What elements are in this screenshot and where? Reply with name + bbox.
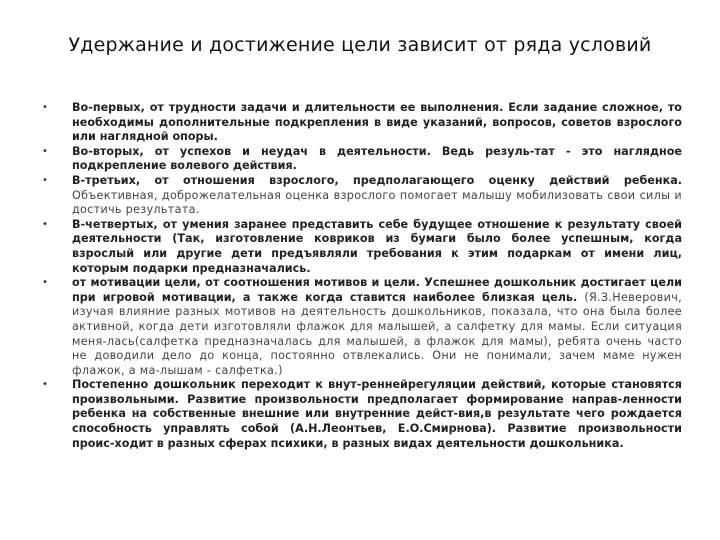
bullet-text: Постепенно дошкольник переходит к внут-реннейрегуляции действий, которые становятся произвольными. Развитие произвольности предполагает формирование направ-ленности ребенка на собственные внешние или внутренние дейст-вия,в результате чего рождается способность управлять собой (А.Н.Леонтьев, Е.О.Смирнова). Развитие произвольности проис-ходит в разных сферах психики, в разных видах деятельности дошкольника. — [72, 378, 682, 450]
bullet-icon: • — [42, 102, 48, 113]
bullet-text-normal: Объективная, доброжелательная оценка взрослого помогает малышу мобилизовать свои силы и достичь результата. — [72, 188, 682, 217]
bullet-text: В-третьих, от отношения взрослого, предполагающего оценку действий ребенка. — [72, 173, 682, 187]
slide-title: Удержание и достижение цели зависит от ряда условий — [68, 34, 652, 56]
bullet-item-5 — [42, 276, 682, 378]
bullet-icon: • — [42, 145, 48, 157]
bullet-list — [42, 101, 682, 451]
bullet-icon: • — [42, 277, 48, 289]
bullet-icon: • — [42, 174, 48, 186]
bullet-item-4 — [42, 218, 682, 276]
bullet-item-6 — [42, 378, 682, 451]
bullet-item-3 — [42, 174, 682, 218]
bullet-item-2 — [42, 145, 682, 174]
bullet-text: В-четвертых, от умения заранее представить себе будущее отношение к результату своей деятельности (Так, изготовление ковриков из бумаги было более успешным, когда взрослый или другие дети предъявляли требования к этим подаркам от имени лиц, которым подарки предназначались. — [72, 217, 682, 275]
bullet-item-1 — [42, 101, 682, 145]
bullet-text: от мотивации цели, от соотношения мотивов и цели. Успешнее дошкольник достигает цели при игровой мотивации, а также когда ставится наиболее близкая цель. — [72, 276, 682, 304]
bullet-text-normal: (Я.З.Неверович, изучая влияние разных мотивов на деятельность дошкольников, показала, что она была более активной, когда дети изготовляли флажок для малышей, а салфетку для мамы. Если ситуация меня-лась(салфетка предназначалась для малышей, а флажок для мамы), ребята очень часто не доводили дело до конца, постоянно отвлекались. Они не понимали, зачем маме нужен флажок, а ма-лышам - салфетка.) — [72, 290, 682, 377]
bullet-text: Во-первых, от трудности задачи и длительности ее выполнения. Если задание сложное, то необходимы дополнительные подкрепления в виде указаний, вопросов, советов взрослого или наглядной опоры. — [72, 101, 682, 144]
bullet-icon: • — [42, 379, 48, 391]
bullet-icon: • — [42, 218, 48, 230]
bullet-text: Во-вторых, от успехов и неудач в деятельности. Ведь резуль-тат - это наглядное подкрепление волевого действия. — [72, 144, 682, 173]
